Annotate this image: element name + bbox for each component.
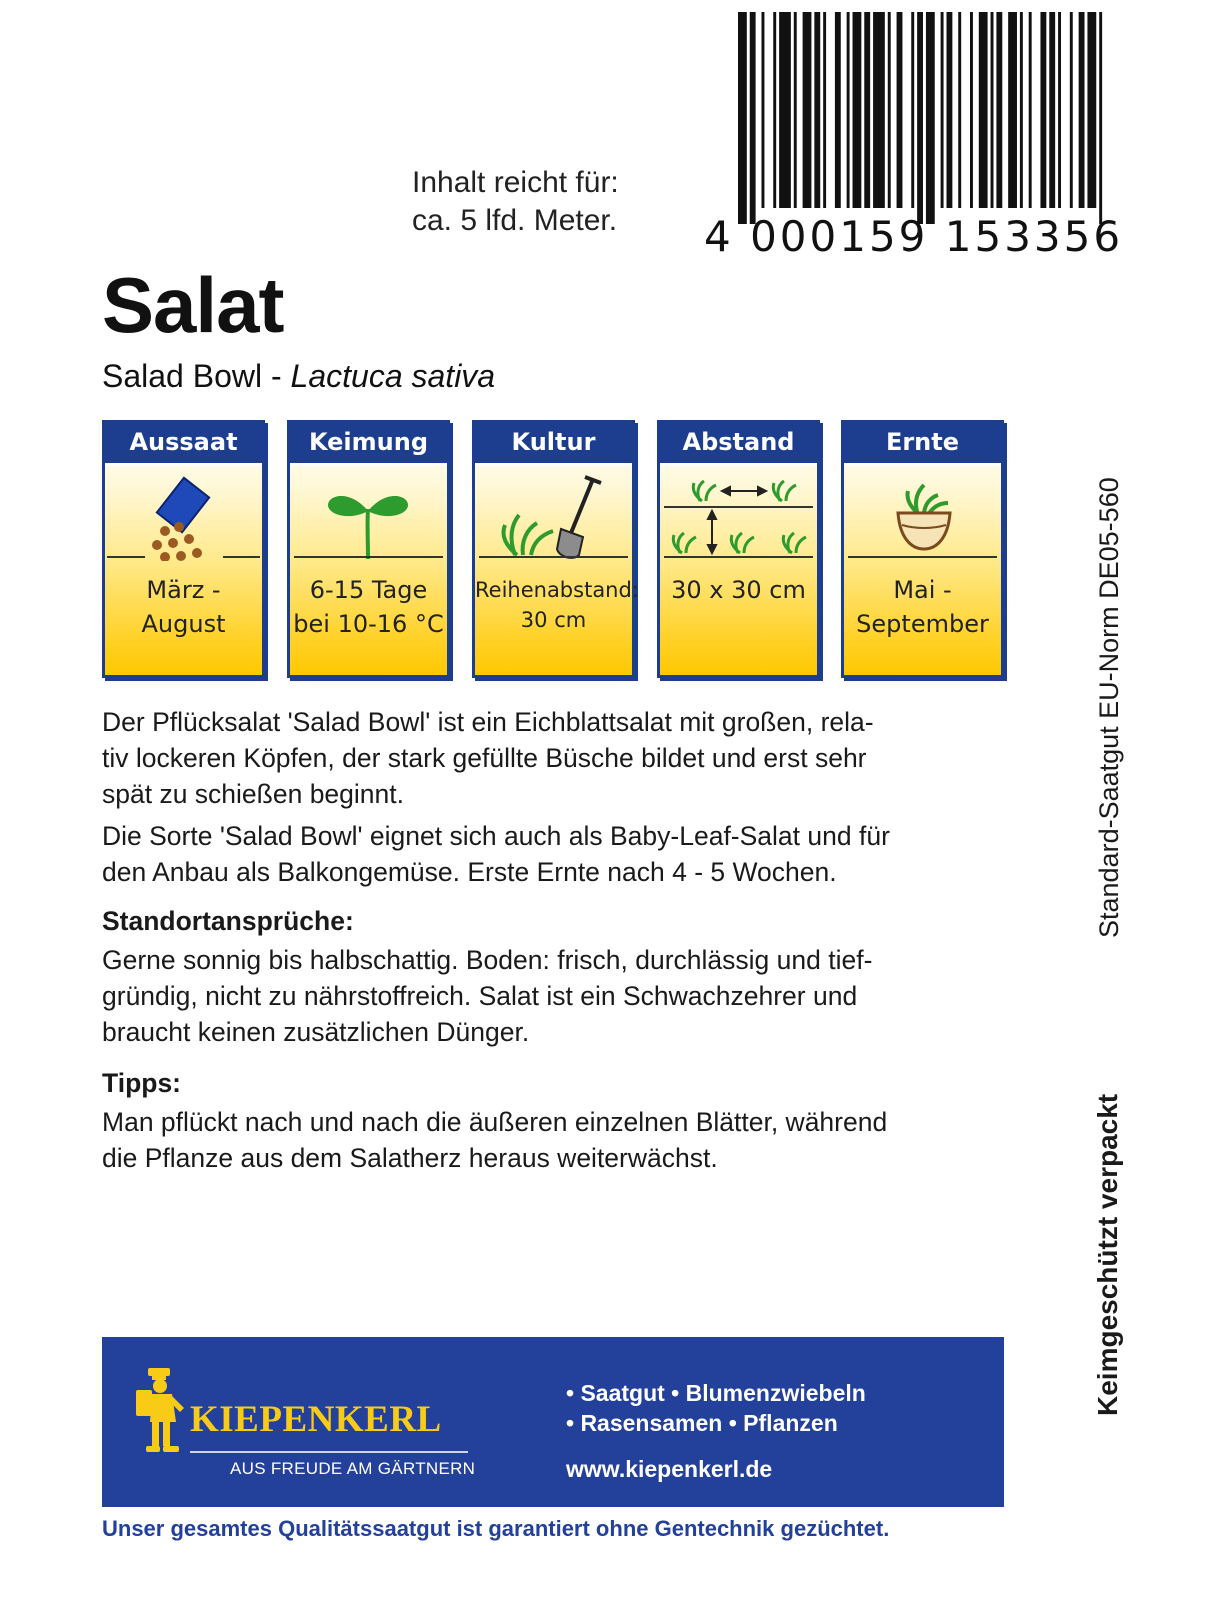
- barcode-bar: [1040, 12, 1046, 208]
- info-box-line2: 30 cm: [520, 608, 587, 632]
- barcode-bar: [911, 12, 914, 208]
- text-line: Der Pflücksalat 'Salad Bowl' ist ein Eichblattsalat mit großen, rela-: [102, 707, 874, 737]
- barcode-bar: [773, 12, 776, 208]
- barcode: [738, 12, 1108, 224]
- brand-logo-text: KIEPENKERL: [190, 1399, 442, 1440]
- barcode-bar: [917, 12, 923, 224]
- info-box-line1: 6-15 Tage: [309, 576, 428, 604]
- product-title: Salat: [102, 261, 284, 349]
- barcode-bar: [779, 12, 791, 208]
- tips-text: [102, 1104, 1007, 1176]
- info-box-value: [475, 575, 639, 635]
- barcode-bar: [996, 12, 1002, 208]
- barcode-bar: [738, 12, 747, 224]
- content-note-line2: ca. 5 lfd. Meter.: [412, 204, 618, 237]
- info-box-line1: Mai -: [893, 576, 952, 604]
- info-box-line1: März -: [146, 576, 221, 604]
- barcode-bar: [1087, 12, 1096, 208]
- text-line: Die Sorte 'Salad Bowl' eignet sich auch als Baby-Leaf-Salat und für: [102, 821, 890, 851]
- brand-tagline: AUS FREUDE AM GÄRTNERN: [230, 1459, 476, 1478]
- barcode-bar: [1079, 12, 1085, 208]
- text-line: Gerne sonnig bis halbschattig. Boden: frisch, durchlässig und tief-: [102, 945, 873, 975]
- info-box-label: Keimung: [290, 423, 447, 466]
- content-note: [412, 164, 619, 240]
- info-box-line2: September: [856, 610, 989, 638]
- text-line: gründig, nicht zu nährstoffreich. Salat ist ein Schwachzehrer und: [102, 981, 858, 1011]
- spacing-icon: [660, 469, 817, 561]
- harvest-bowl-icon: [844, 469, 1001, 561]
- barcode-bar: [814, 12, 820, 208]
- barcode-bar: [823, 12, 826, 208]
- barcode-bar: [941, 12, 944, 208]
- text-line: Man pflückt nach und nach die äußeren einzelnen Blätter, während: [102, 1107, 888, 1137]
- text-line: den Anbau als Balkongemüse. Erste Ernte nach 4 - 5 Wochen.: [102, 857, 837, 887]
- description-paragraph-1: [102, 704, 1007, 812]
- description-paragraph-2: [102, 818, 1007, 890]
- barcode-bar: [835, 12, 841, 208]
- barcode-bar: [991, 12, 994, 208]
- eu-norm-label: Standard-Saatgut EU-Norm DE05-560: [1094, 477, 1124, 938]
- barcode-bar: [761, 12, 764, 208]
- packaging-label: Keimgeschützt verpackt: [1092, 1093, 1123, 1416]
- website-link[interactable]: www.kiepenkerl.de: [566, 1456, 773, 1482]
- latin-name: Lactuca sativa: [290, 358, 496, 394]
- info-box-kultur: [472, 420, 639, 678]
- product-subtitle: [102, 358, 495, 395]
- barcode-bar: [847, 12, 850, 208]
- text-line: braucht keinen zusätzlichen Dünger.: [102, 1017, 530, 1047]
- gmo-free-guarantee: Unser gesamtes Qualitätssaatgut ist garantiert ohne Gentechnik gezüchtet.: [102, 1516, 890, 1541]
- barcode-bar: [888, 12, 891, 208]
- barcode-bar: [1008, 12, 1017, 208]
- seed-packet-icon: [105, 469, 262, 561]
- barcode-bar: [1029, 12, 1032, 208]
- info-box-value: [105, 573, 262, 641]
- barcode-bar: [864, 12, 870, 208]
- barcode-bar: [958, 12, 961, 208]
- info-box-ernte: [841, 420, 1004, 678]
- info-box-value: [290, 573, 447, 641]
- barcode-bar: [946, 12, 952, 208]
- barcode-bar: [853, 12, 862, 208]
- barcode-bar: [794, 12, 797, 208]
- info-box-line1: Reihenabstand:: [475, 578, 639, 602]
- info-box-line2: bei 10-16 °C: [293, 610, 444, 638]
- shovel-icon: [475, 469, 632, 561]
- barcode-bar: [873, 12, 885, 208]
- barcode-bar: [750, 12, 756, 224]
- barcode-bar: [1058, 12, 1061, 208]
- info-box-line2: August: [141, 610, 226, 638]
- location-text: [102, 942, 1007, 1050]
- barcode-bar: [803, 12, 812, 208]
- info-box-label: Ernte: [844, 423, 1001, 466]
- barcode-bar: [979, 12, 988, 208]
- info-box-line1: 30 x 30 cm: [671, 576, 806, 604]
- content-note-line1: Inhalt reicht für:: [412, 166, 619, 199]
- info-box-value: [660, 573, 817, 607]
- barcode-bar: [897, 12, 903, 208]
- info-box-keimung: [287, 420, 450, 678]
- info-box-abstand: [657, 420, 820, 678]
- info-box-label: Abstand: [660, 423, 817, 466]
- info-box-label: Aussaat: [105, 423, 262, 466]
- location-heading: Standortansprüche:: [102, 906, 354, 936]
- info-box-value: [844, 573, 1001, 641]
- info-box-label: Kultur: [475, 423, 632, 466]
- logo-divider: [190, 1451, 468, 1453]
- kiepenkerl-mascot-icon: [132, 1366, 190, 1456]
- text-line: die Pflanze aus dem Salatherz heraus weiterwächst.: [102, 1143, 718, 1173]
- product-range-line1: • Saatgut • Blumenzwiebeln: [566, 1380, 866, 1406]
- barcode-number: 4 000159 153356: [704, 212, 1124, 261]
- text-line: spät zu schießen beginnt.: [102, 779, 404, 809]
- seedling-icon: [290, 469, 447, 561]
- barcode-bar: [1099, 12, 1102, 224]
- variety-name: Salad Bowl -: [102, 358, 291, 394]
- barcode-bar: [1020, 12, 1023, 208]
- barcode-bar: [1070, 12, 1073, 208]
- barcode-bar: [1049, 12, 1055, 208]
- barcode-bar: [970, 12, 973, 208]
- product-range-line2: • Rasensamen • Pflanzen: [566, 1410, 838, 1436]
- tips-heading: Tipps:: [102, 1068, 182, 1098]
- info-box-aussaat: [102, 420, 265, 678]
- barcode-bar: [926, 12, 935, 224]
- text-line: tiv lockeren Köpfen, der stark gefüllte Büsche bildet und erst sehr: [102, 743, 867, 773]
